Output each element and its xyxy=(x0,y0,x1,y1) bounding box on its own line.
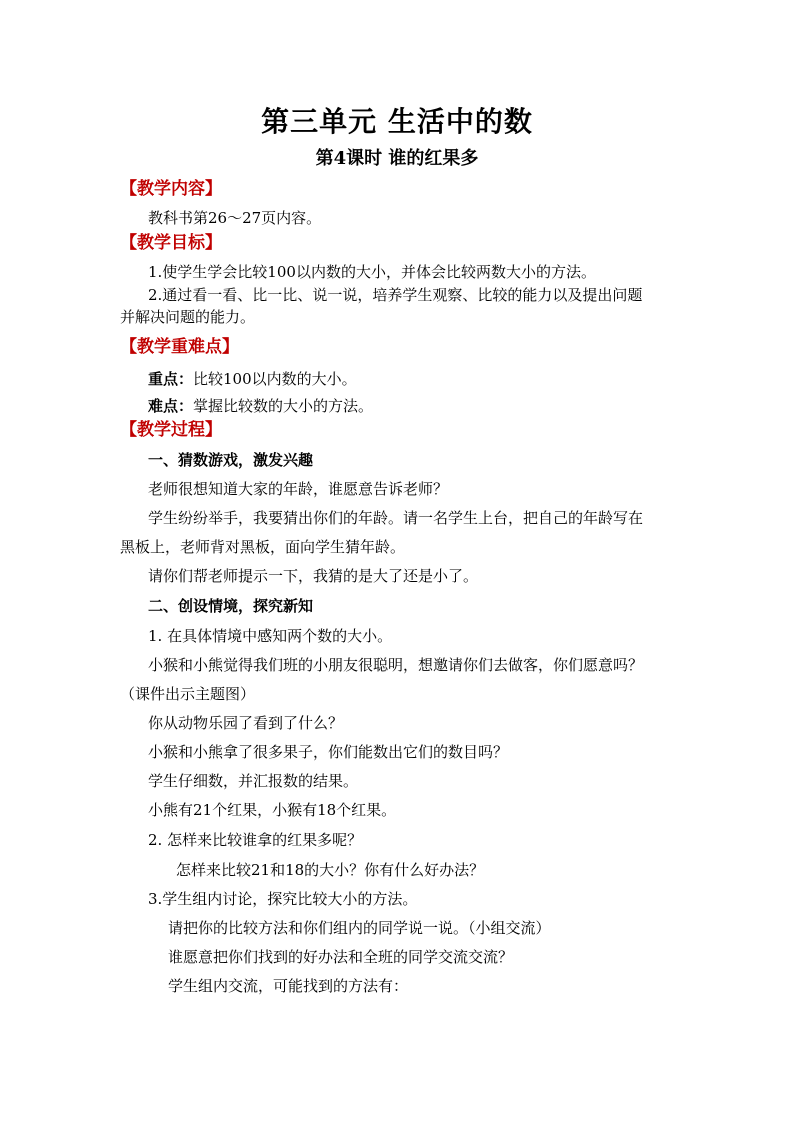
paragraph: 你从动物乐园了看到了什么？ xyxy=(148,714,344,732)
paragraph: 黑板上，老师背对黑板，面向学生猜年龄。 xyxy=(120,538,406,556)
lesson-subtitle: 第4课时 谁的红果多 xyxy=(315,148,479,169)
goal-2-line-1: 2.通过看一看、比一比、说一说，培养学生观察、比较的能力以及提出问题 xyxy=(148,286,643,304)
section-heading-goals: 【教学目标】 xyxy=(120,233,222,253)
paragraph: 谁愿意把你们找到的好办法和全班的同学交流交流？ xyxy=(168,948,514,966)
key-label: 重点： xyxy=(148,370,194,388)
paragraph: 请你们帮老师提示一下，我猜的是大了还是小了。 xyxy=(148,567,479,585)
key-text: 比较100以内数的大小。 xyxy=(193,370,357,388)
section-heading-key: 【教学重难点】 xyxy=(120,337,239,357)
page-title: 第三单元 生活中的数 xyxy=(261,105,533,138)
difficult-point xyxy=(148,396,373,416)
part-1-title: 一、猜数游戏，激发兴趣 xyxy=(148,451,314,469)
section-heading-content: 【教学内容】 xyxy=(120,179,222,199)
paragraph: 1. 在具体情境中感知两个数的大小。 xyxy=(148,627,393,645)
paragraph: （课件出示主题图） xyxy=(120,685,256,703)
difficult-text: 掌握比较数的大小的方法。 xyxy=(193,397,374,415)
paragraph: 学生仔细数，并汇报数的结果。 xyxy=(148,772,359,790)
content-text: 教科书第26～27页内容。 xyxy=(148,209,322,227)
paragraph: 学生组内交流，可能找到的方法有： xyxy=(168,977,409,995)
goal-2-line-2: 并解决问题的能力。 xyxy=(120,308,256,326)
part-2-title: 二、创设情境，探究新知 xyxy=(148,597,314,615)
paragraph: 小猴和小熊觉得我们班的小朋友很聪明，想邀请你们去做客，你们愿意吗？ xyxy=(148,656,644,674)
paragraph: 老师很想知道大家的年龄，谁愿意告诉老师？ xyxy=(148,480,449,498)
paragraph: 小熊有21个红果，小猴有18个红果。 xyxy=(148,801,397,819)
difficult-label: 难点： xyxy=(148,397,194,415)
section-heading-process: 【教学过程】 xyxy=(120,420,222,440)
paragraph: 2. 怎样来比较谁拿的红果多呢？ xyxy=(148,831,363,849)
paragraph: 小猴和小熊拿了很多果子，你们能数出它们的数目吗？ xyxy=(148,743,509,761)
paragraph: 请把你的比较方法和你们组内的同学说一说。（小组交流） xyxy=(168,919,551,937)
paragraph: 学生纷纷举手，我要猜出你们的年龄。请一名学生上台，把自己的年龄写在 xyxy=(148,509,644,527)
paragraph: 怎样来比较21和18的大小？你有什么好办法？ xyxy=(176,861,485,879)
paragraph: 3.学生组内讨论，探究比较大小的方法。 xyxy=(148,890,418,908)
key-point xyxy=(148,369,357,389)
goal-1: 1.使学生学会比较100以内数的大小，并体会比较两数大小的方法。 xyxy=(148,263,596,281)
